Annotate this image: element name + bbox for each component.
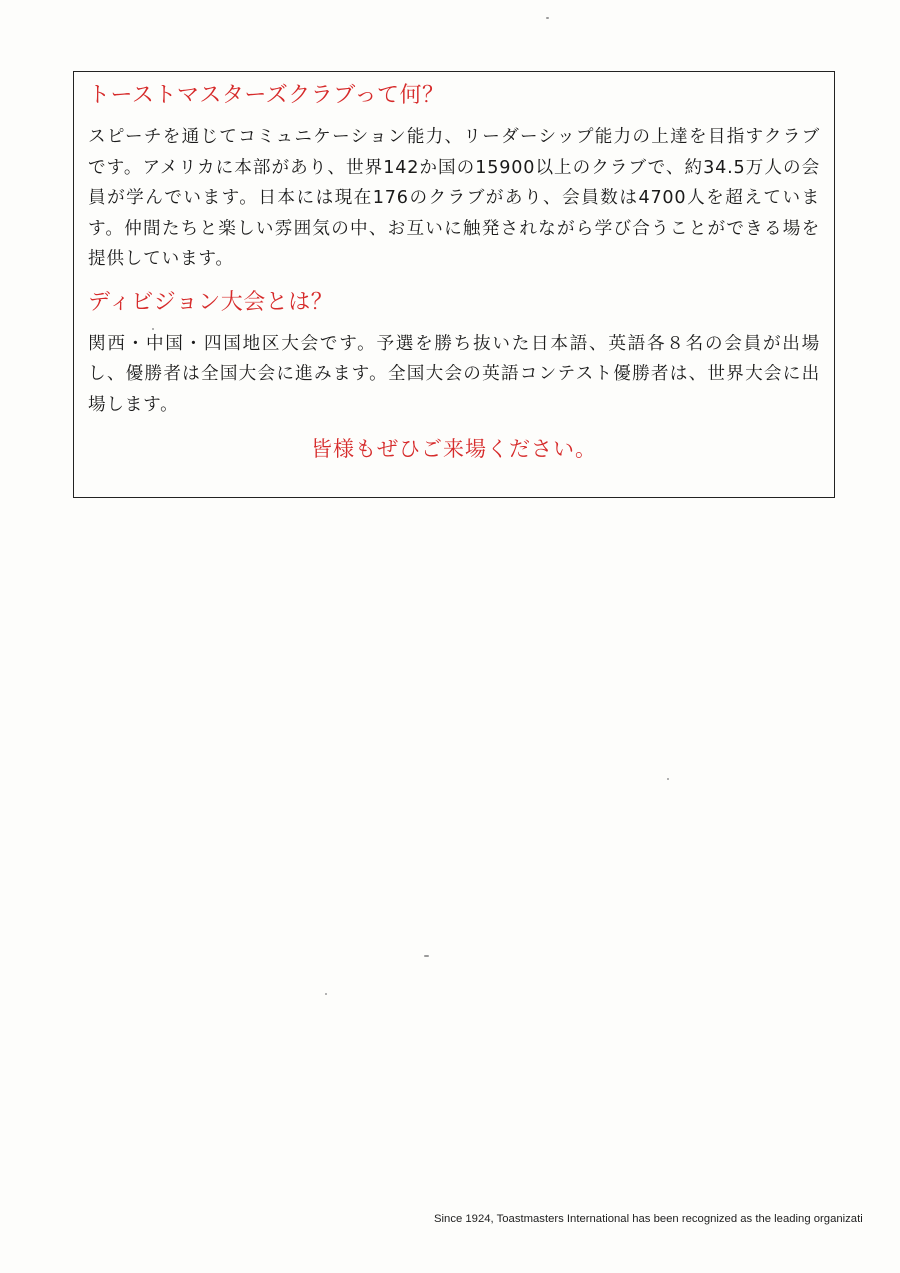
section-heading-about-clubs: トーストマスターズクラブって何？	[88, 83, 445, 108]
section-paragraph-division-contest: 関西・中国・四国地区大会です。予選を勝ち抜いた日本語、英語各８名の会員が出場し、優勝者は全国大会に進みます。全国大会の英語コンテスト優勝者は、世界大会に出場します。	[88, 333, 820, 415]
info-box	[73, 71, 835, 498]
scan-speck	[152, 328, 154, 330]
closing-invitation: 皆様もぜひご来場ください。	[311, 437, 597, 461]
scan-speck	[424, 955, 429, 957]
scan-speck	[325, 993, 327, 995]
section-heading-division-contest: ディビジョン大会とは？	[88, 289, 334, 315]
scan-speck	[667, 778, 669, 780]
footer-note: Since 1924, Toastmasters International has been recognized as the leading organizati	[434, 1213, 863, 1225]
scan-speck	[546, 17, 549, 19]
section-paragraph-about-clubs: スピーチを通じてコミュニケーション能力、リーダーシップ能力の上達を目指すクラブです。アメリカに本部があり、世界142か国の15900以上のクラブで、約34.5万人の会員が学んでいます。日本には現在176のクラブがあり、会員数は4700人を超えています。仲間たちと楽しい雰囲気の中、お互いに触発されながら学び合うことができる場を提供しています。	[88, 127, 820, 269]
